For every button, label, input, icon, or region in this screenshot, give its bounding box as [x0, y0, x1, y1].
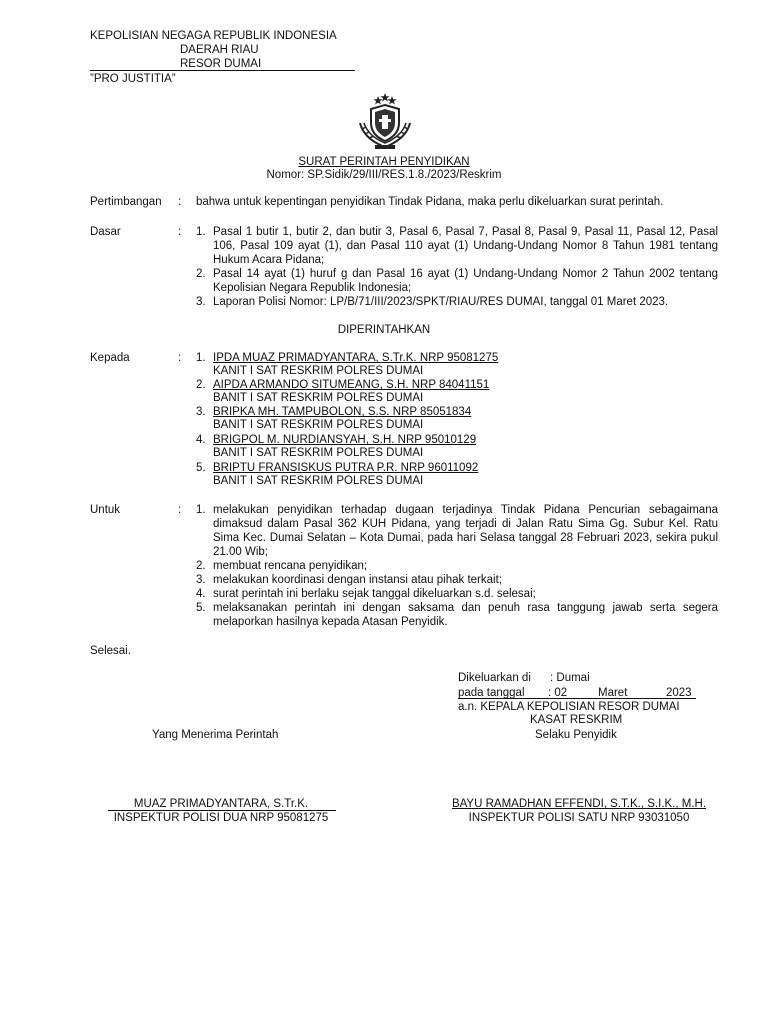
kepada-item-position: BANIT I SAT RESKRIM POLRES DUMAI [213, 475, 424, 487]
receiver-caption: Yang Menerima Perintah [152, 729, 279, 741]
issued-role: Selaku Penyidik [535, 729, 617, 741]
kepada-item-name: BRIGPOL M. NURDIANSYAH, S.H. NRP 95010129 [213, 434, 477, 446]
untuk-item-text: melakukan koordinasi dengan instansi atau pihak terkait; [213, 574, 502, 586]
kepada-item-name: AIPDA ARMANDO SITUMEANG, S.H. NRP 84041151 [213, 379, 490, 391]
pertimbangan-text: bahwa untuk kepentingan penyidikan Tindak Pidana, maka perlu dikeluarkan surat perintah. [196, 196, 664, 208]
document-title: SURAT PERINTAH PENYIDIKAN [298, 156, 470, 168]
issued-date-underline [458, 698, 696, 699]
issued-date-day: : 02 [548, 687, 568, 699]
kepada-item-position: KANIT I SAT RESKRIM POLRES DUMAI [213, 365, 424, 377]
signer-name: BAYU RAMADHAN EFFENDI, S.T.K., S.I.K., M.H. [451, 798, 707, 810]
pro-justitia: ”PRO JUSTITIA” [90, 73, 176, 85]
untuk-item-text: membuat rencana penyidikan; [213, 560, 368, 572]
kepada-item-position: BANIT I SAT RESKRIM POLRES DUMAI [213, 392, 424, 404]
header-resort: RESOR DUMAI [180, 58, 262, 70]
untuk-item-number: 5. [196, 602, 206, 614]
kepada-item-number: 3. [196, 406, 206, 418]
dasar-item-number: 1. [196, 226, 206, 238]
kepada-item-number: 5. [196, 462, 206, 474]
untuk-item-number: 3. [196, 574, 206, 586]
diperintahkan-heading: DIPERINTAHKAN [337, 324, 431, 336]
untuk-item-number: 4. [196, 588, 206, 600]
untuk-item-text: surat perintah ini berlaku sejak tanggal dikeluarkan s.d. selesai; [213, 588, 536, 600]
untuk-item-text: melakukan penyidikan terhadap dugaan terjadinya Tindak Pidana Pencurian sebagaimana dimaksud dalam Pasal 362 KUH Pidana, yang terjadi di Jalan Ratu Sima Gg. Subur Kel. Ratu Sima Kec. Dumai Selatan – Kota Dumai, pada hari Selasa tanggal 28 Februari 2023, sekira pukul 21.00 Wib; [213, 504, 718, 558]
kepada-item-number: 1. [196, 352, 206, 364]
issued-office: KASAT RESKRIM [530, 714, 623, 726]
dasar-colon: : [178, 226, 182, 238]
kepada-item-position: BANIT I SAT RESKRIM POLRES DUMAI [213, 419, 424, 431]
document-number: Nomor: SP.Sidik/29/III/RES.1.8./2023/Reskrim [266, 169, 502, 181]
issued-date-year: 2023 [666, 687, 692, 699]
issued-date-label: pada tanggal [458, 687, 525, 699]
issued-on-behalf: a.n. KEPALA KEPOLISIAN RESOR DUMAI [458, 701, 680, 713]
untuk-item-text: melaksanakan perintah ini dengan saksama dan penuh rasa tanggung jawab serta segera melaporkan hasilnya kepada Atasan Penyidik. [213, 602, 718, 628]
kepada-item-name: IPDA MUAZ PRIMADYANTARA, S.Tr.K. NRP 95081275 [213, 352, 499, 364]
pertimbangan-label: Pertimbangan [90, 196, 162, 208]
kepada-label: Kepada [90, 352, 130, 364]
kepada-item-name: BRIPKA MH. TAMPUBOLON, S.S. NRP 85051834 [213, 406, 472, 418]
police-emblem-icon [356, 93, 414, 151]
dasar-item-number: 3. [196, 296, 206, 308]
dasar-item-text: Pasal 14 ayat (1) huruf g dan Pasal 16 ayat (1) Undang-Undang Nomor 2 Tahun 2002 tentang Kepolisian Negara Republik Indonesia; [213, 268, 718, 294]
header-region: DAERAH RIAU [180, 44, 259, 56]
dasar-label: Dasar [90, 226, 121, 238]
header-underline [90, 70, 355, 71]
header-agency: KEPOLISIAN NEGAGA REPUBLIK INDONESIA [90, 30, 337, 42]
dasar-item-text: Pasal 1 butir 1, butir 2, dan butir 3, Pasal 6, Pasal 7, Pasal 8, Pasal 9, Pasal 11, Pasal 12, Pasal 106, Pasal 109 ayat (1), dan Pasal 110 ayat (1) Undang-Undang Nomor 8 Tahun 1981 tentang Hukum Acara Pidana; [213, 226, 718, 266]
kepada-colon: : [178, 352, 182, 364]
issued-place-label: Dikeluarkan di [458, 672, 531, 684]
kepada-item-number: 2. [196, 379, 206, 391]
kepada-item-number: 4. [196, 434, 206, 446]
kepada-item-position: BANIT I SAT RESKRIM POLRES DUMAI [213, 447, 424, 459]
receiver-rank: INSPEKTUR POLISI DUA NRP 95081275 [113, 812, 329, 824]
issued-place-value: : Dumai [550, 672, 590, 684]
signer-rank: INSPEKTUR POLISI SATU NRP 93031050 [468, 812, 690, 824]
untuk-item-number: 2. [196, 560, 206, 572]
kepada-item-name: BRIPTU FRANSISKUS PUTRA P.R. NRP 96011092 [213, 462, 479, 474]
pertimbangan-colon: : [178, 196, 182, 208]
untuk-label: Untuk [90, 504, 121, 516]
closing-text: Selesai. [90, 645, 131, 657]
untuk-colon: : [178, 504, 182, 516]
untuk-item-number: 1. [196, 504, 206, 516]
issued-date-month: Maret [598, 687, 628, 699]
dasar-item-number: 2. [196, 268, 206, 280]
dasar-item-text: Laporan Polisi Nomor: LP/B/71/III/2023/SPKT/RIAU/RES DUMAI, tanggal 01 Maret 2023. [213, 296, 669, 308]
receiver-name: MUAZ PRIMADYANTARA, S.Tr.K. [133, 798, 309, 810]
